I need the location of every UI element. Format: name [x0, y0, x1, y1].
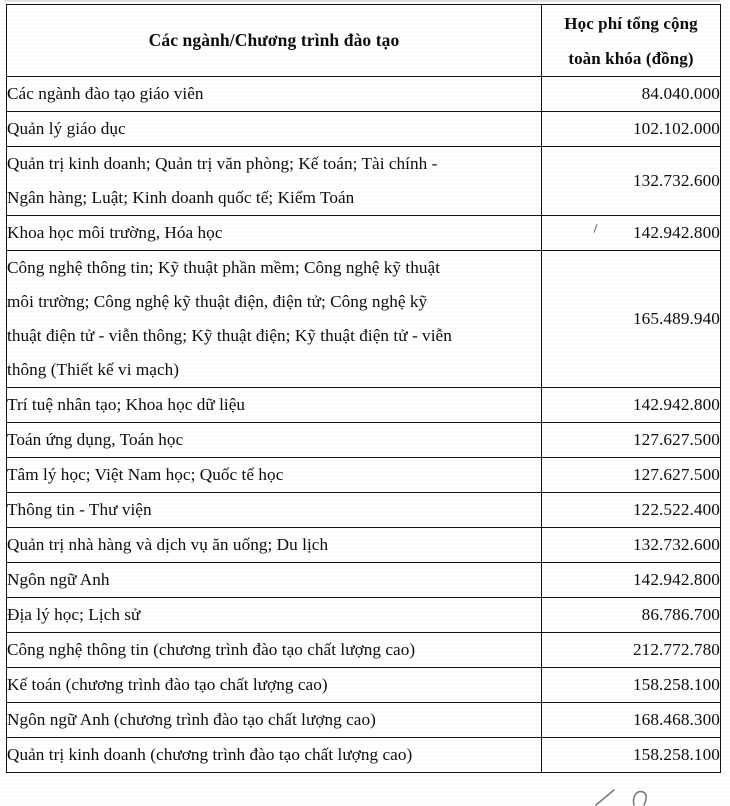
cell-program [7, 598, 542, 633]
cell-fee: 158.258.100 [542, 668, 721, 703]
cell-fee: 132.732.600 [542, 528, 721, 563]
cell-program [7, 77, 542, 112]
cell-fee: 142.942.800 [542, 388, 721, 423]
cell-program [7, 738, 542, 773]
cell-program [7, 251, 542, 388]
handwritten-scribble-icon [588, 788, 698, 806]
program-line: Công nghệ thông tin (chương trình đào tạo chất lượng cao) [7, 640, 416, 659]
program-line: Quản trị kinh doanh (chương trình đào tạo chất lượng cao) [7, 745, 413, 764]
cell-program [7, 563, 542, 598]
table-row [7, 528, 721, 563]
program-line: Quản trị kinh doanh; Quản trị văn phòng; Kế toán; Tài chính - [7, 154, 438, 173]
table-row [7, 112, 721, 147]
program-line: Toán ứng dụng, Toán học [7, 430, 184, 449]
cell-program [7, 112, 542, 147]
program-line: Địa lý học; Lịch sử [7, 605, 141, 624]
program-line: Trí tuệ nhân tạo; Khoa học dữ liệu [7, 395, 246, 414]
program-line: Ngôn ngữ Anh [7, 570, 110, 589]
header-program-line-1: Các ngành/Chương trình đào tạo [148, 30, 400, 50]
table-row [7, 598, 721, 633]
table-row [7, 251, 721, 388]
program-line: Kế toán (chương trình đào tạo chất lượng cao) [7, 675, 328, 694]
cell-fee: 142.942.800 [542, 216, 721, 251]
cell-program [7, 147, 542, 216]
table-row [7, 633, 721, 668]
cell-program [7, 388, 542, 423]
scan-edge-artifact-top [4, 0, 720, 2]
cell-fee: 102.102.000 [542, 112, 721, 147]
table-row [7, 77, 721, 112]
header-cell-fee [542, 5, 721, 77]
cell-program [7, 633, 542, 668]
program-line: môi trường; Công nghệ kỹ thuật điện, điện tử; Công nghệ kỹ [7, 292, 428, 311]
program-line: Công nghệ thông tin; Kỹ thuật phần mềm; Công nghệ kỹ thuật [7, 258, 441, 277]
program-line: Ngân hàng; Luật; Kinh doanh quốc tế; Kiểm Toán [7, 188, 355, 207]
table-row [7, 216, 721, 251]
cell-fee: 142.942.800 [542, 563, 721, 598]
cell-program [7, 216, 542, 251]
table-row [7, 668, 721, 703]
program-line: Thông tin - Thư viện [7, 500, 152, 519]
cell-fee: 212.772.780 [542, 633, 721, 668]
cell-fee: 127.627.500 [542, 458, 721, 493]
program-line: Quản trị nhà hàng và dịch vụ ăn uống; Du lịch [7, 535, 329, 554]
cell-fee: 127.627.500 [542, 423, 721, 458]
cell-program [7, 528, 542, 563]
cell-program [7, 703, 542, 738]
table-row [7, 458, 721, 493]
table-row [7, 563, 721, 598]
cell-fee: 158.258.100 [542, 738, 721, 773]
cell-fee: 122.522.400 [542, 493, 721, 528]
cell-program [7, 668, 542, 703]
program-line: Ngôn ngữ Anh (chương trình đào tạo chất lượng cao) [7, 710, 376, 729]
header-fee-line-2: toàn khóa (đồng) [568, 48, 694, 68]
table-row [7, 493, 721, 528]
header-row [7, 5, 721, 77]
table-row [7, 738, 721, 773]
cell-fee: 168.468.300 [542, 703, 721, 738]
program-line: thông (Thiết kế vi mạch) [7, 360, 180, 379]
program-line: Các ngành đào tạo giáo viên [7, 84, 204, 103]
table-row [7, 388, 721, 423]
table-header [7, 5, 721, 77]
program-line: thuật điện tử - viễn thông; Kỹ thuật điện; Kỹ thuật điện tử - viễn [7, 326, 452, 345]
tuition-fee-table [6, 4, 721, 773]
table-row [7, 703, 721, 738]
cell-program [7, 423, 542, 458]
cell-fee: 84.040.000 [542, 77, 721, 112]
table-body [7, 77, 721, 773]
program-line: Tâm lý học; Việt Nam học; Quốc tế học [7, 465, 284, 484]
cell-fee: 165.489.940 [542, 251, 721, 388]
table-row [7, 147, 721, 216]
header-fee-line-1: Học phí tổng cộng [564, 13, 698, 33]
header-cell-program [7, 5, 542, 77]
table-row [7, 423, 721, 458]
program-line: Khoa học môi trường, Hóa học [7, 223, 223, 242]
cell-fee: 86.786.700 [542, 598, 721, 633]
program-line: Quản lý giáo dục [7, 119, 126, 138]
cell-program [7, 493, 542, 528]
cell-program [7, 458, 542, 493]
cell-fee: 132.732.600 [542, 147, 721, 216]
